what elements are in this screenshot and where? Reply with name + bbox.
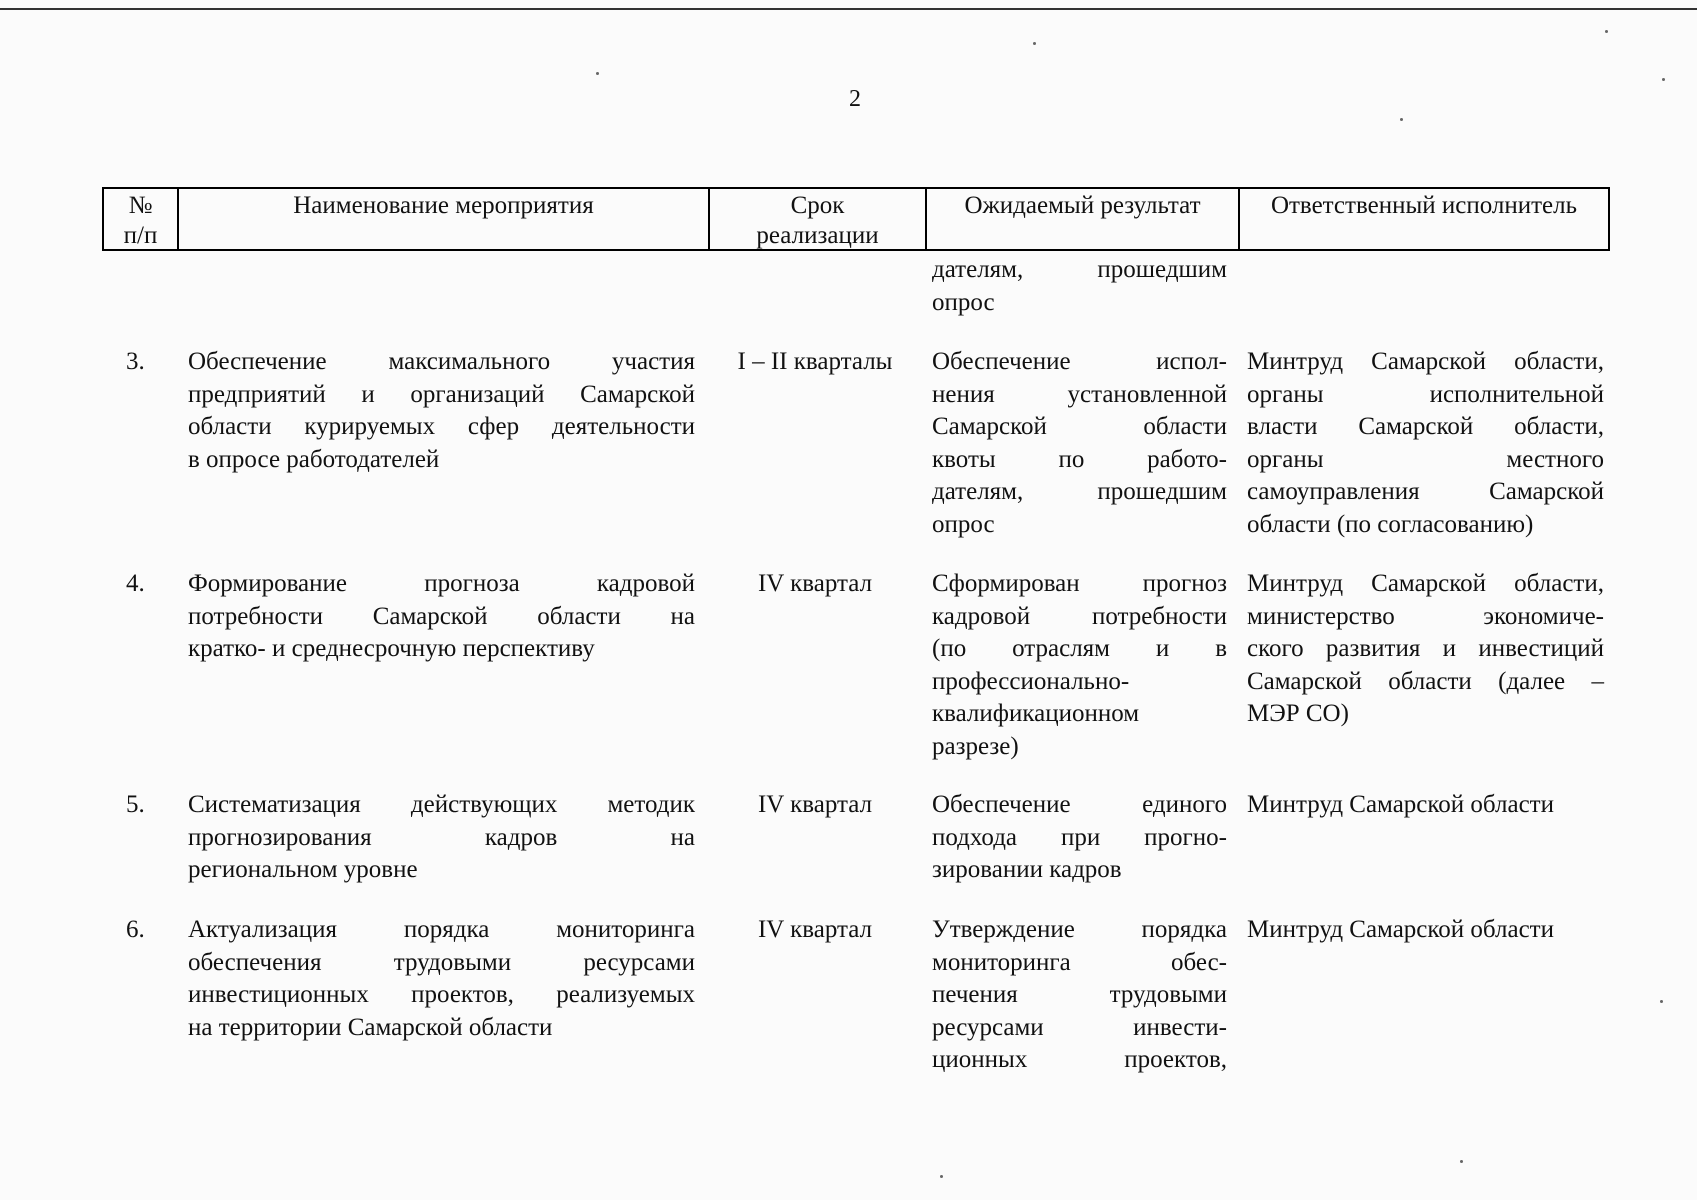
text-line: дателям, прошедшим <box>932 478 1227 505</box>
scan-speck <box>1605 30 1608 33</box>
text-line: опрос <box>932 288 995 316</box>
scan-speck <box>596 72 599 75</box>
header-term <box>710 189 927 249</box>
row-activity-name <box>188 568 695 666</box>
text-line: квалификационном <box>932 700 1140 727</box>
row-expected-result <box>932 346 1227 541</box>
text-line: (по отраслям и в <box>932 635 1227 662</box>
scan-speck <box>1400 118 1403 121</box>
text-line: дателям, прошедшим <box>932 256 1227 283</box>
text-line: Самарской области (далее – <box>1247 667 1604 695</box>
text-line: самоуправления Самарской <box>1247 478 1604 505</box>
text-line: подхода при прогно- <box>932 823 1227 851</box>
header-number-line: п/п <box>123 222 158 249</box>
row-responsible <box>1247 789 1604 822</box>
text-line: органы местного <box>1247 445 1604 473</box>
text-line: квоты по работо- <box>932 445 1227 473</box>
text-line: Минтруд Самарской области <box>1247 916 1554 943</box>
text-line: прогнозирования кадров на <box>188 823 695 851</box>
row-responsible <box>1247 914 1604 947</box>
row-activity-name <box>188 789 695 887</box>
text-line: Обеспечение единого <box>932 791 1227 818</box>
text-line: зировании кадров <box>932 856 1122 883</box>
header-responsible: Ответственный исполнитель <box>1270 192 1578 219</box>
row-responsible <box>1247 346 1604 541</box>
header-number <box>104 189 179 249</box>
text-line: Минтруд Самарской области <box>1247 791 1554 818</box>
text-line: Минтруд Самарской области, <box>1247 570 1604 597</box>
text-line: Утверждение порядка <box>932 916 1227 943</box>
page-number: 2 <box>849 86 861 112</box>
text-line: Актуализация порядка мониторинга <box>188 916 695 943</box>
text-line: министерство экономиче- <box>1247 602 1604 630</box>
text-line: предприятий и организаций Самарской <box>188 380 695 408</box>
text-line: Обеспечение максимального участия <box>188 348 695 375</box>
scan-speck <box>1662 78 1665 81</box>
scan-speck <box>1660 1000 1663 1003</box>
top-rule <box>0 8 1697 10</box>
text-line: ресурсами инвести- <box>932 1013 1227 1041</box>
text-line: профессионально- <box>932 667 1130 695</box>
scan-speck <box>1460 1160 1463 1163</box>
row-number: 5. <box>126 791 145 818</box>
text-line: кадровой потребности <box>932 602 1227 630</box>
text-line: нения установленной <box>932 380 1227 408</box>
text-line: МЭР СО) <box>1247 700 1349 727</box>
text-line: в опросе работодателей <box>188 445 440 473</box>
scan-speck <box>940 1175 943 1178</box>
text-line: потребности Самарской области на <box>188 602 695 630</box>
text-line: области курируемых сфер деятельности <box>188 413 695 440</box>
text-line: Сформирован прогноз <box>932 570 1227 597</box>
header-activity-name: Наименование мероприятия <box>179 189 710 249</box>
row-activity-name <box>188 914 695 1044</box>
row-number: 4. <box>126 570 145 597</box>
text-line: органы исполнительной <box>1247 380 1604 408</box>
text-line: инвестиционных проектов, реализуемых <box>188 981 695 1008</box>
text-line: кратко- и среднесрочную перспективу <box>188 635 595 662</box>
row-term: IV квартал <box>757 570 873 597</box>
row-term: IV квартал <box>757 916 873 943</box>
row-term: IV квартал <box>757 791 873 818</box>
row-number: 3. <box>126 348 145 375</box>
text-line: области (по согласованию) <box>1247 510 1534 538</box>
text-line: мониторинга обес- <box>932 948 1227 976</box>
text-line: опрос <box>932 510 995 538</box>
text-line: ского развития и инвестиций <box>1247 635 1604 662</box>
header-expected-result: Ожидаемый результат <box>927 189 1240 249</box>
table-header <box>102 187 1610 251</box>
row-activity-name <box>188 346 695 476</box>
text-line: региональном уровне <box>188 856 418 883</box>
row-expected-result <box>932 914 1227 1077</box>
text-line: Систематизация действующих методик <box>188 791 695 818</box>
text-line: на территории Самарской области <box>188 1013 553 1041</box>
header-number-line: № <box>128 192 153 219</box>
text-line: печения трудовыми <box>932 981 1227 1008</box>
text-line: ционных проектов, <box>932 1046 1227 1073</box>
row-number: 6. <box>126 916 145 943</box>
scan-speck <box>1033 42 1036 45</box>
row-expected-result <box>932 568 1227 763</box>
row-expected-result <box>932 789 1227 887</box>
text-line: власти Самарской области, <box>1247 413 1604 440</box>
header-term-line: реализации <box>756 222 879 249</box>
text-line: Обеспечение испол- <box>932 348 1227 375</box>
text-line: Формирование прогноза кадровой <box>188 570 695 597</box>
text-line: обеспечения трудовыми ресурсами <box>188 948 695 976</box>
continuation-result <box>932 254 1227 319</box>
row-term: I – II кварталы <box>737 348 893 375</box>
text-line: Самарской области <box>932 413 1227 440</box>
row-responsible <box>1247 568 1604 731</box>
header-term-line: Срок <box>790 192 845 219</box>
text-line: Минтруд Самарской области, <box>1247 348 1604 375</box>
text-line: разрезе) <box>932 732 1019 760</box>
